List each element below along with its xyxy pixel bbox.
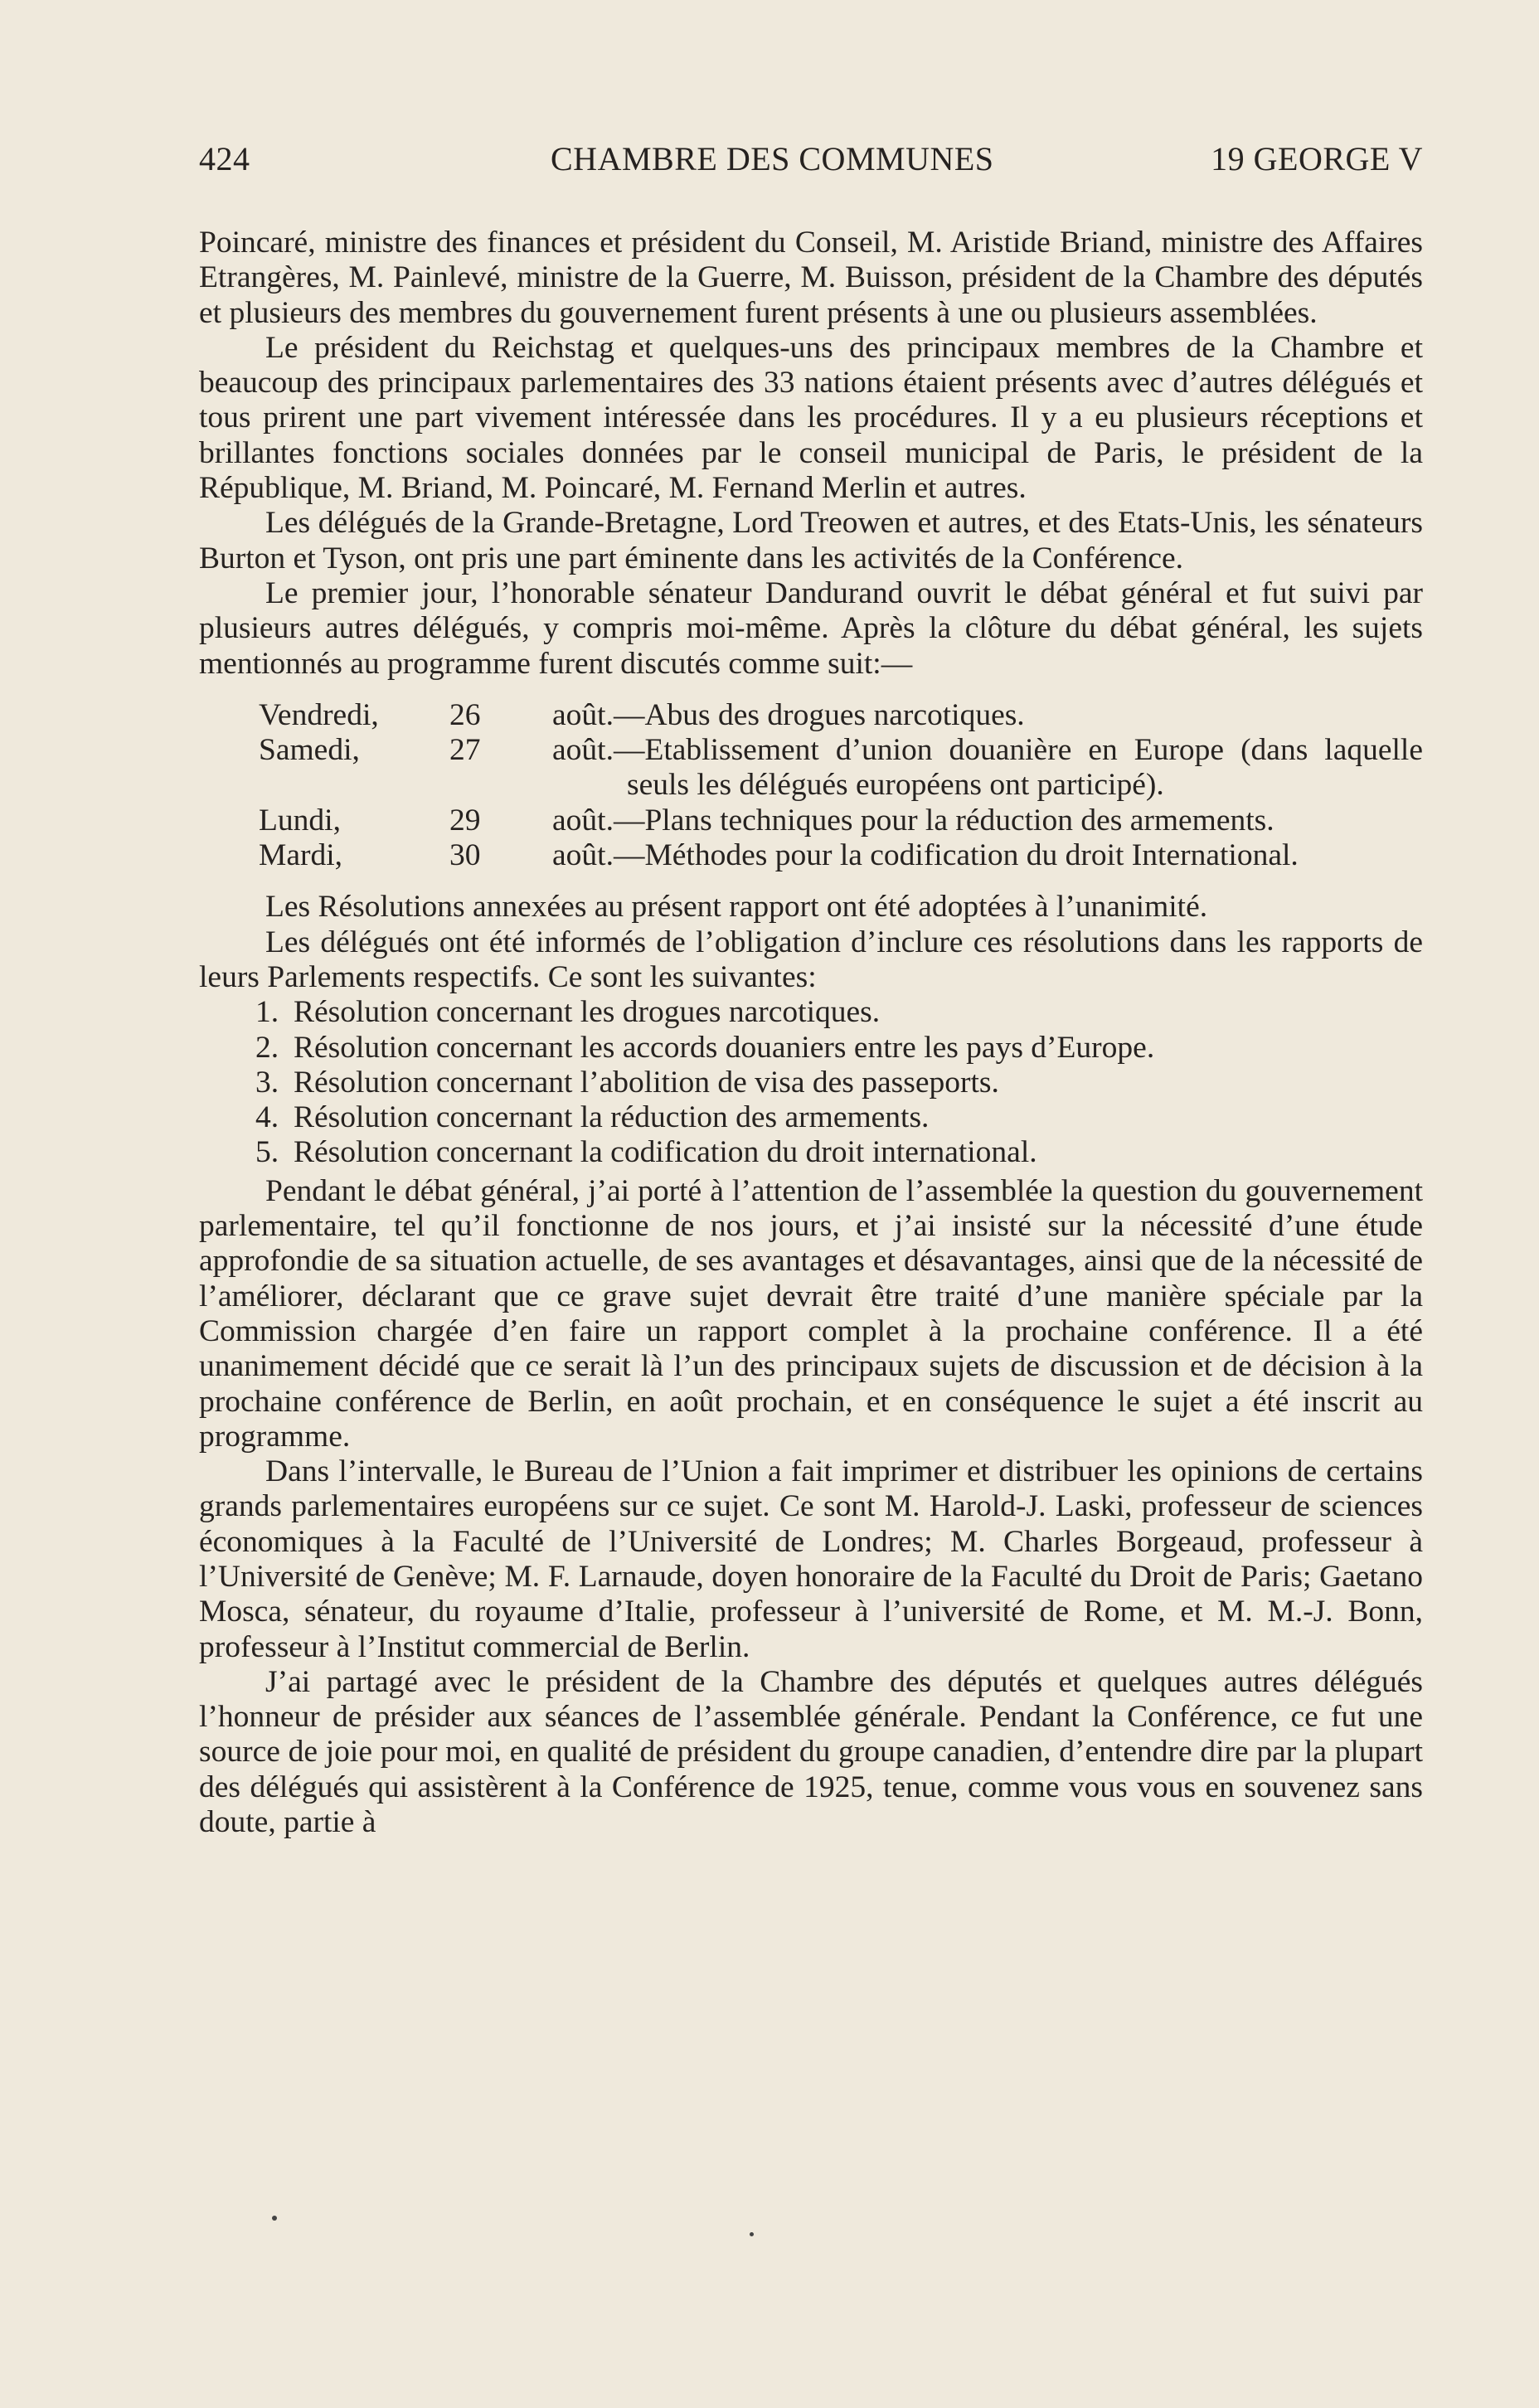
header-title: CHAMBRE DES COMMUNES xyxy=(551,140,994,177)
schedule-row xyxy=(259,698,1423,733)
resolution-item xyxy=(255,1100,1423,1135)
resolution-number: 3. xyxy=(255,1065,279,1100)
paragraph-continuation: Poincaré, ministre des finances et président du Conseil, M. Aristide Briand, ministre des Affaires Etrangères, M. Painlevé, ministre de la Guerre, M. Buisson, président de la Chambre des députés et plusieurs des membres du gouvernement furent présents à une ou plusieurs assemblées. xyxy=(199,226,1423,330)
paragraph: Le président du Reichstag et quelques-uns des principaux membres de la Chambre et beaucoup des principaux parlementaires des 33 nations étaient présents avec d’autres délégués et tous prirent une part vivement intéressée dans les procédures. Il y a eu plusieurs réceptions et brillantes fonctions sociales données par le conseil municipal de Paris, le président de la République, M. Briand, M. Poincaré, M. Fernand Merlin et autres. xyxy=(199,330,1423,506)
schedule-list xyxy=(259,698,1423,873)
resolution-item xyxy=(255,1031,1423,1066)
schedule-topic: août.—Méthodes pour la codification du droit International. xyxy=(552,838,1299,873)
resolution-item xyxy=(255,995,1423,1030)
schedule-row xyxy=(259,733,1423,803)
resolution-text: Résolution concernant la codification du droit international. xyxy=(294,1135,1037,1170)
page-number: 424 xyxy=(199,140,250,177)
schedule-row xyxy=(259,803,1423,838)
ink-speck xyxy=(750,2232,754,2236)
schedule-date: 29 xyxy=(449,803,481,837)
paragraph: Les Résolutions annexées au présent rapport ont été adoptées à l’unanimité. xyxy=(265,890,1208,925)
schedule-topic: août.—Etablissement d’union douanière en Europe (dans laquelle seuls les délégués européens ont participé). xyxy=(552,733,1423,803)
schedule-day: Lundi, xyxy=(259,803,341,837)
page-body xyxy=(199,226,1423,1840)
schedule-date: 27 xyxy=(449,733,481,768)
resolution-text: Résolution concernant l’abolition de visa des passeports. xyxy=(294,1065,999,1100)
resolution-text: Résolution concernant les accords douaniers entre les pays d’Europe. xyxy=(294,1030,1155,1065)
schedule-day: Mardi, xyxy=(259,838,343,873)
ink-speck xyxy=(272,2216,277,2221)
resolution-number: 5. xyxy=(255,1135,279,1170)
running-header xyxy=(199,139,1423,186)
resolution-item xyxy=(255,1066,1423,1100)
schedule-topic: août.—Abus des drogues narcotiques. xyxy=(552,697,1025,732)
resolution-number: 2. xyxy=(255,1030,279,1065)
schedule-date: 30 xyxy=(449,838,481,873)
paragraph: Les délégués ont été informés de l’obligation d’inclure ces résolutions dans les rapports de leurs Parlements respectifs. Ce sont les suivantes: xyxy=(199,925,1423,994)
resolution-list xyxy=(255,995,1423,1170)
resolution-text: Résolution concernant les drogues narcotiques. xyxy=(294,995,881,1030)
paragraph: J’ai partagé avec le président de la Chambre des députés et quelques autres délégués l’honneur de présider aux séances de l’assemblée générale. Pendant la Conférence, ce fut une source de joie pour moi, en qualité de président du groupe canadien, d’entendre dire par la plupart des délégués qui assistèrent à la Conférence de 1925, tenue, comme vous vous en souvenez sans doute, partie à xyxy=(199,1664,1423,1840)
schedule-topic: août.—Plans techniques pour la réduction des armements. xyxy=(552,803,1274,837)
paragraph: Pendant le débat général, j’ai porté à l’attention de l’assemblée la question du gouvernement parlementaire, tel qu’il fonctionne de nos jours, et j’ai insisté sur la nécessité d’une étude approfondie de sa situation actuelle, de ses avantages et désavantages, ainsi que de la nécessité de l’améliorer, déclarant que ce grave sujet devrait être traité d’une manière spéciale par la Commission chargée d’en faire un rapport complet à la prochaine conférence. Il a été unanimement décidé que ce serait là l’un des principaux sujets de discussion et de décision à la prochaine conférence de Berlin, en août prochain, et en conséquence le sujet a été inscrit au programme. xyxy=(199,1173,1423,1454)
resolution-number: 1. xyxy=(255,995,279,1030)
paragraph: Les délégués de la Grande-Bretagne, Lord Treowen et autres, et des Etats-Unis, les sénateurs Burton et Tyson, ont pris une part éminente dans les activités de la Conférence. xyxy=(199,506,1423,575)
schedule-date: 26 xyxy=(449,697,481,732)
paragraph: Dans l’intervalle, le Bureau de l’Union a fait imprimer et distribuer les opinions de certains grands parlementaires européens sur ce sujet. Ce sont M. Harold-J. Laski, professeur de sciences économiques à la Faculté de l’Université de Londres; M. Charles Borgeaud, professeur à l’Université de Genève; M. F. Larnaude, doyen honoraire de la Faculté du Droit de Paris; Gaetano Mosca, sénateur, du royaume d’Italie, professeur à l’université de Rome, et M. M.-J. Bonn, professeur à l’Institut commercial de Berlin. xyxy=(199,1454,1423,1664)
header-regnal-year: 19 GEORGE V xyxy=(1211,140,1423,177)
paragraph: Le premier jour, l’honorable sénateur Dandurand ouvrit le débat général et fut suivi par plusieurs autres délégués, y compris moi-même. Après la clôture du débat général, les sujets mentionnés au programme furent discutés comme suit:— xyxy=(199,575,1423,681)
schedule-day: Samedi, xyxy=(259,733,360,768)
resolution-item xyxy=(255,1135,1423,1170)
schedule-row xyxy=(259,838,1423,873)
schedule-day: Vendredi, xyxy=(259,697,379,732)
resolution-text: Résolution concernant la réduction des armements. xyxy=(294,1100,930,1135)
resolution-number: 4. xyxy=(255,1100,279,1135)
